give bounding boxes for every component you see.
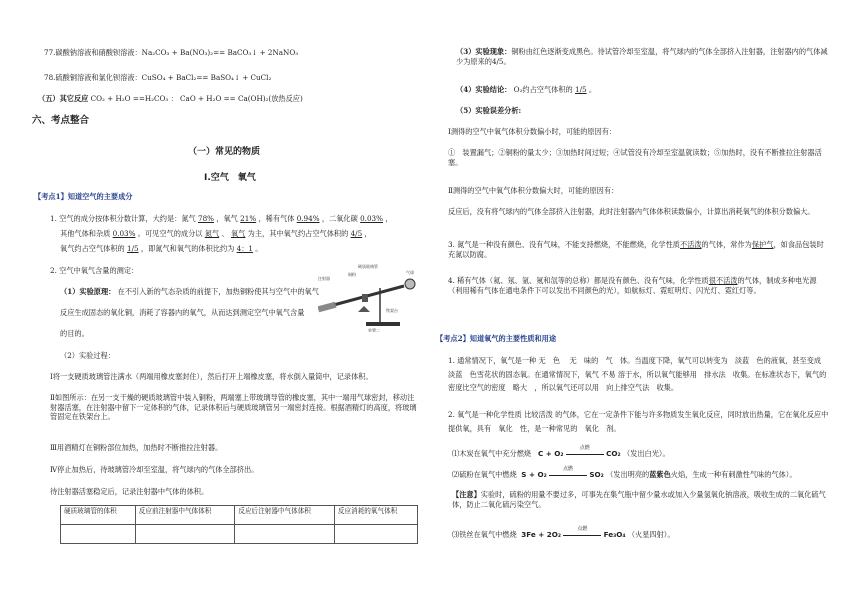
text: 。 bbox=[255, 244, 263, 253]
r-p3 bbox=[448, 240, 828, 259]
other-reactions-text: CO₂ + H₂O ==H₂CO₃ ： CaO + H₂O == Ca(OH)₂(放热反应) bbox=[90, 94, 303, 103]
blank-co2: 0.03% bbox=[360, 214, 383, 223]
text: ，即氮气和氧气的体积比约为 bbox=[140, 244, 235, 253]
text: ⑶铁丝在氧气中燃烧 bbox=[452, 530, 517, 539]
blank-frac2: 1/5 bbox=[127, 244, 139, 253]
section-heading: 六、考点整合 bbox=[32, 115, 90, 126]
step-4: Ⅳ停止加热后，待玻璃管冷却至室温，将气球内的气体全部挤出。 bbox=[50, 465, 259, 474]
text: ，稀有气体 bbox=[258, 214, 295, 223]
diagram-label: 注射器 bbox=[318, 276, 330, 281]
reaction-arrow bbox=[549, 466, 587, 479]
step-1: Ⅰ将一支硬质玻璃管注满水（两端用橡皮塞封住），然后打开上端橡皮塞，将水倒入量筒中，记录体积。 bbox=[50, 372, 373, 381]
copper-powder bbox=[362, 294, 368, 302]
result-table bbox=[60, 505, 418, 544]
blank-frac1: 4/5 bbox=[350, 229, 363, 238]
reaction-arrow bbox=[566, 445, 604, 458]
table-header-cell: 反应后注射器中气体体积 bbox=[235, 506, 335, 525]
note-box bbox=[452, 490, 830, 509]
text: 的气体，制成多种电光源（利用稀有气体在通电条件下可以发出不同颜色的光），如航标灯、霓虹明灯、闪光灯、霓红灯等。 bbox=[448, 276, 817, 295]
text: ⑵硫粉在氧气中燃烧 bbox=[452, 470, 517, 479]
label: （1）实验原理： bbox=[60, 287, 116, 296]
r-q2: 2. 氧气是一种化学性质 比较活泼 的气体，它在一定条件下能与许多物质发生氧化反应，同时放出热量，它在氧化反应中提供氧，具有 氧化 性，是一种常见的 氧化 剂。 bbox=[448, 410, 829, 433]
reaction-arrow bbox=[563, 526, 601, 539]
p2-1-line1 bbox=[60, 287, 319, 297]
text: 、 bbox=[221, 229, 229, 238]
reactant: S + O₂ bbox=[521, 470, 547, 479]
apparatus-diagram bbox=[318, 260, 422, 332]
text: O₂约占空气体积的 bbox=[513, 85, 573, 94]
text: 4. 稀有气体（氦、氖、氩、氪和氙等的总称）都是没有颜色、没有气味，化学性质 bbox=[448, 276, 709, 285]
table-header-row bbox=[61, 506, 418, 525]
chapter-heading: （一）常见的物质 bbox=[188, 147, 261, 157]
reactant: C + O₂ bbox=[537, 449, 564, 458]
table-header-cell: 硬质玻璃管的体积 bbox=[61, 506, 136, 525]
table-cell[interactable] bbox=[235, 525, 335, 544]
text: ⑴木炭在氧气中充分燃烧 bbox=[452, 449, 532, 458]
diagram-label: 装置二 bbox=[368, 328, 380, 332]
note: （发出白光）。 bbox=[622, 449, 670, 458]
label: （3）实验现象： bbox=[456, 47, 512, 56]
kaodian-1: 【考点1】知道空气的主要成分 bbox=[34, 192, 133, 201]
table-cell[interactable] bbox=[135, 525, 235, 544]
err1-title: Ⅰ测得的空气中氧气体积分数偏小时，可能的原因有： bbox=[448, 127, 617, 136]
err2-text: 反应后，没有将气球内的气体全部挤入注射器，此时注射器内气体体积读数偏小，计算出消耗氧气的体积分数偏大。 bbox=[448, 207, 815, 216]
step-5: 待注射器活塞稳定后，记录注射器中气体的体积。 bbox=[50, 487, 209, 496]
arrow-line bbox=[563, 535, 601, 536]
blank-other: 0.03% bbox=[112, 229, 136, 238]
product: Fe₃O₄ bbox=[603, 530, 626, 539]
p2-1-line3: 的目的。 bbox=[60, 329, 89, 338]
p1-line3 bbox=[60, 244, 262, 254]
diagram-label: 硬质玻璃管 bbox=[358, 264, 378, 269]
table-cell[interactable] bbox=[61, 525, 136, 544]
other-reactions bbox=[38, 94, 303, 104]
text: ，二氧化碳 bbox=[321, 214, 358, 223]
text: 。 bbox=[588, 85, 597, 94]
r5: （5）实验误差分析: bbox=[456, 106, 522, 115]
diagram-label: 气球 bbox=[406, 270, 414, 275]
reactant: 3Fe + 2O₂ bbox=[521, 530, 562, 539]
table-header-cell: 反应前注射器中气体体积 bbox=[135, 506, 235, 525]
blank: 保护气 bbox=[751, 240, 774, 249]
equation-78: 78.硫酸铜溶液和氯化钡溶液：CuSO₄ + BaCl₂== BaSO₄↓ + CuCl₂ bbox=[44, 73, 272, 82]
syringe bbox=[318, 302, 336, 312]
blank-main1: 氮气 bbox=[204, 229, 220, 238]
diagram-label: 铁架台 bbox=[386, 308, 398, 313]
table-header-cell: 反应消耗的氧气体积 bbox=[334, 506, 417, 525]
note-label: 【注意】 bbox=[452, 490, 481, 499]
note-bold: 蓝紫色 bbox=[649, 470, 671, 479]
text: ，如食品包装时充氮以防腐。 bbox=[448, 240, 824, 259]
text: 铜粉由红色逐渐变成黑色。待试管冷却至室温，将气球内的气体全部挤入注射器，注射器内的气体减少为原来的4/5。 bbox=[456, 47, 828, 66]
step-2: Ⅱ如图所示：在另一支干燥的硬质玻璃管中装入铜粉，两端塞上带玻璃导管的橡皮塞，其中一端用气球密封，移动注射器活塞，在注射器中留下一定体积的气体，记录体积后与硬质玻璃管另一端密封连接。根据酒精灯的高度，将玻璃管固定在铁架台上。 bbox=[50, 393, 417, 422]
text: 在不引入新的气态杂质的前提下，加热铜粉使其与空气中的氧气 bbox=[117, 287, 319, 296]
p2-1-line2: 反应生成固态的氧化铜，消耗了容器内的氧气，从而达到测定空气中氧气含量 bbox=[60, 308, 305, 317]
p2-title: 2. 空气中氧气含量的测定： bbox=[50, 266, 139, 275]
condition: 点燃 bbox=[577, 526, 588, 532]
product: CO₂ bbox=[606, 449, 621, 458]
p2-2-label: （2）实验过程： bbox=[60, 351, 115, 360]
lamp-icon bbox=[358, 306, 370, 312]
table-row bbox=[61, 525, 418, 544]
stand-base bbox=[366, 322, 400, 326]
text: ， bbox=[364, 229, 372, 238]
r-p4 bbox=[448, 276, 828, 295]
eq3 bbox=[452, 526, 675, 540]
blank-n2: 78% bbox=[198, 214, 214, 223]
text: 的气体，常作为 bbox=[701, 240, 752, 249]
blank-o2: 21% bbox=[240, 214, 257, 223]
p1-line1 bbox=[50, 214, 392, 224]
other-reactions-label: （五）其它反应 bbox=[38, 94, 89, 103]
text: 1. 空气的成分按体积分数计算，大约是：氮气 bbox=[50, 214, 196, 223]
eq1 bbox=[452, 445, 670, 459]
eq2 bbox=[452, 466, 797, 480]
sub-heading: Ⅰ.空气 氧气 bbox=[204, 173, 256, 183]
arrow-line bbox=[549, 475, 587, 476]
text: 。可见空气的成分以 bbox=[137, 229, 203, 238]
blank-main2: 氧气 bbox=[230, 229, 246, 238]
text: 氧气约占空气体积的 bbox=[60, 244, 125, 253]
condition: 点燃 bbox=[563, 466, 574, 472]
diagram-label: 铜粉 bbox=[348, 272, 356, 277]
label: （4）实验结论： bbox=[456, 85, 512, 94]
note: （火星四射）。 bbox=[627, 530, 675, 539]
step-3: Ⅲ用酒精灯在铜粉部位加热，加热时不断推拉注射器。 bbox=[50, 443, 223, 452]
r4 bbox=[456, 85, 596, 95]
err1-list: ① 装置漏气；②铜粉的量太少；③加热时间过短；④试管没有冷却至室温就读数；⑤加热时，没有不断推拉注射器活塞。 bbox=[448, 148, 822, 167]
r3 bbox=[456, 47, 830, 66]
note: 火焰，生成一种有刺激性气味的气体）。 bbox=[670, 470, 797, 479]
arrow-line bbox=[566, 454, 604, 455]
text: ， bbox=[385, 214, 393, 223]
product: SO₂ bbox=[589, 470, 604, 479]
balloon bbox=[405, 279, 415, 289]
blank-rare: 0.94% bbox=[296, 214, 320, 223]
equation-77: 77.碳酸钠溶液和硝酸钡溶液：Na₂CO₃ + Ba(NO₃)₂== BaCO₃↓ + 2NaNO₃ bbox=[44, 48, 299, 57]
r-q1: 1. 通常情况下，氧气是一种 无 色 无 味的 气 体。当温度下降，氧气可以转变为 淡蓝 色的液氧，甚至变成 淡蓝 色雪花状的固态氧。在通常情况下，氧气 不易 溶于水，所以氧气能够用 排水法 收集。在标准状态下，氧气的密度比空气的密度 略大 ，所以氧气还可以用 向上排空气法 收集。 bbox=[448, 356, 829, 393]
text: 其他气体和杂质 bbox=[60, 229, 111, 238]
blank: 不活泼 bbox=[679, 240, 702, 249]
note-text: 实验时，硫粉的用量不要过多，可事先在集气瓶中留少量水或加入少量氢氧化钠溶液，吸收生成的二氧化硫气体，防止二氧化硫污染空气。 bbox=[452, 490, 826, 509]
condition: 点燃 bbox=[579, 445, 590, 451]
text: ，氧气 bbox=[216, 214, 238, 223]
p1-line2 bbox=[60, 229, 372, 239]
blank-ratio: 4：1 bbox=[236, 244, 253, 253]
err2-title: Ⅱ测得的空气中氧气体积分数偏大时，可能的原因有： bbox=[448, 186, 619, 195]
blank: 很不活泼 bbox=[708, 276, 738, 285]
table-cell[interactable] bbox=[334, 525, 417, 544]
blank-frac: 1/5 bbox=[575, 85, 587, 94]
text: 3. 氮气是一种没有颜色、没有气味，不能支持燃烧，不能燃烧，化学性质 bbox=[448, 240, 680, 249]
text: 为主，其中氧气约占空气体积的 bbox=[247, 229, 349, 238]
note: （发出明亮的 bbox=[606, 470, 650, 479]
kaodian-2: 【考点2】知道氧气的主要性质和用途 bbox=[436, 334, 557, 343]
